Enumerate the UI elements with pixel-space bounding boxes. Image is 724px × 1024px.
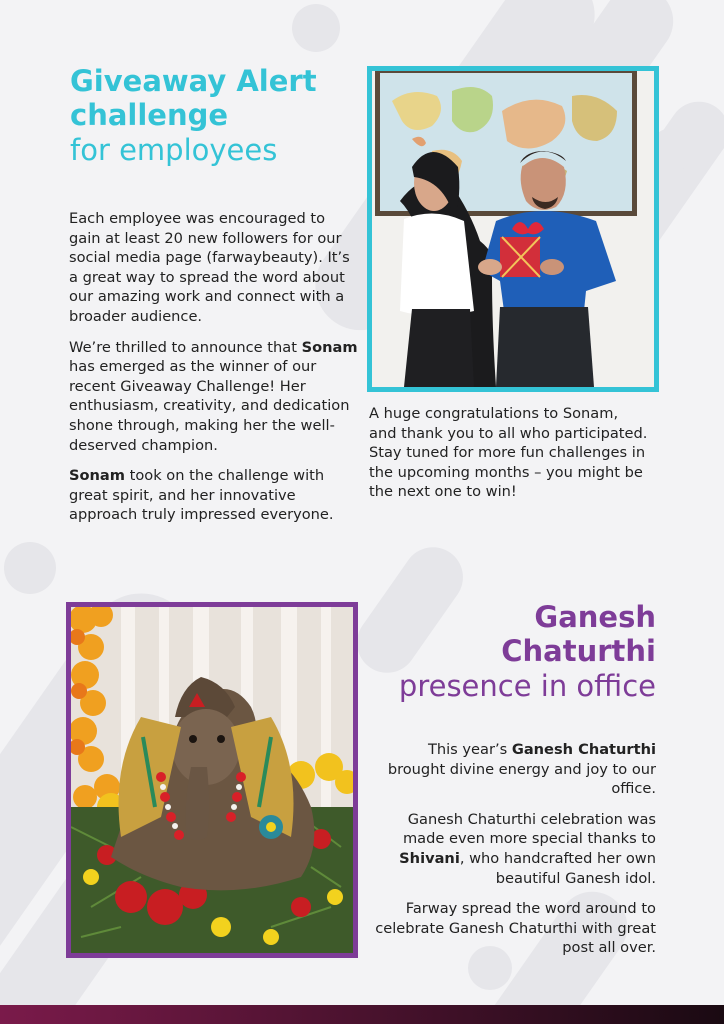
ganesh-paragraph-3: Farway spread the word around to celebrate Ganesh Chaturthi with great post all over.	[375, 900, 656, 957]
giveaway-photo-illustration	[372, 71, 654, 387]
giveaway-title-line3: for employees	[70, 133, 278, 167]
ganesh-title-line2: Chaturthi	[501, 634, 656, 668]
festival-name: Ganesh Chaturthi	[511, 741, 656, 758]
giveaway-paragraph-3: Sonam took on the challenge with great spirit, and her innovative approach truly impressed everyone.	[69, 467, 334, 524]
giveaway-closing	[369, 404, 649, 513]
giveaway-title	[70, 64, 360, 168]
winner-name: Sonam	[301, 338, 358, 356]
ganesh-title-line1: Ganesh	[534, 600, 656, 634]
giveaway-body	[69, 209, 359, 536]
ganesh-body	[374, 740, 656, 969]
ganesh-title	[360, 600, 656, 704]
giveaway-title-line2: challenge	[70, 98, 229, 132]
ganesh-paragraph-2: Ganesh Chaturthi celebration was made even more special thanks to Shivani, who handcrafted her own beautiful Ganesh idol.	[399, 810, 656, 887]
giveaway-title-line1: Giveaway Alert	[70, 64, 317, 98]
footer-bar	[0, 1005, 724, 1024]
giveaway-paragraph-2: We’re thrilled to announce that Sonam has emerged as the winner of our recent Giveaway Challenge! Her enthusiasm, creativity, and dedication shone through, making her the well-deserved champion.	[69, 338, 358, 454]
creator-name: Shivani	[399, 849, 460, 867]
ganesh-title-line3: presence in office	[398, 669, 656, 703]
ganesh-paragraph-1: This year’s Ganesh Chaturthi brought divine energy and joy to our office.	[387, 741, 656, 798]
ganesh-photo	[66, 602, 358, 958]
giveaway-photo	[367, 66, 659, 392]
winner-name-2: Sonam	[69, 467, 125, 485]
giveaway-paragraph-1: Each employee was encouraged to gain at least 20 new followers for our social media page (farwaybeauty). It’s a great way to spread the word about our amazing work and connect with a broader audience.	[69, 210, 350, 325]
ganesh-photo-illustration	[71, 607, 353, 953]
giveaway-closing-paragraph: A huge congratulations to Sonam, and thank you to all who participated. Stay tuned for more fun challenges in the upcoming months – you might be the next one to win!	[369, 405, 648, 501]
